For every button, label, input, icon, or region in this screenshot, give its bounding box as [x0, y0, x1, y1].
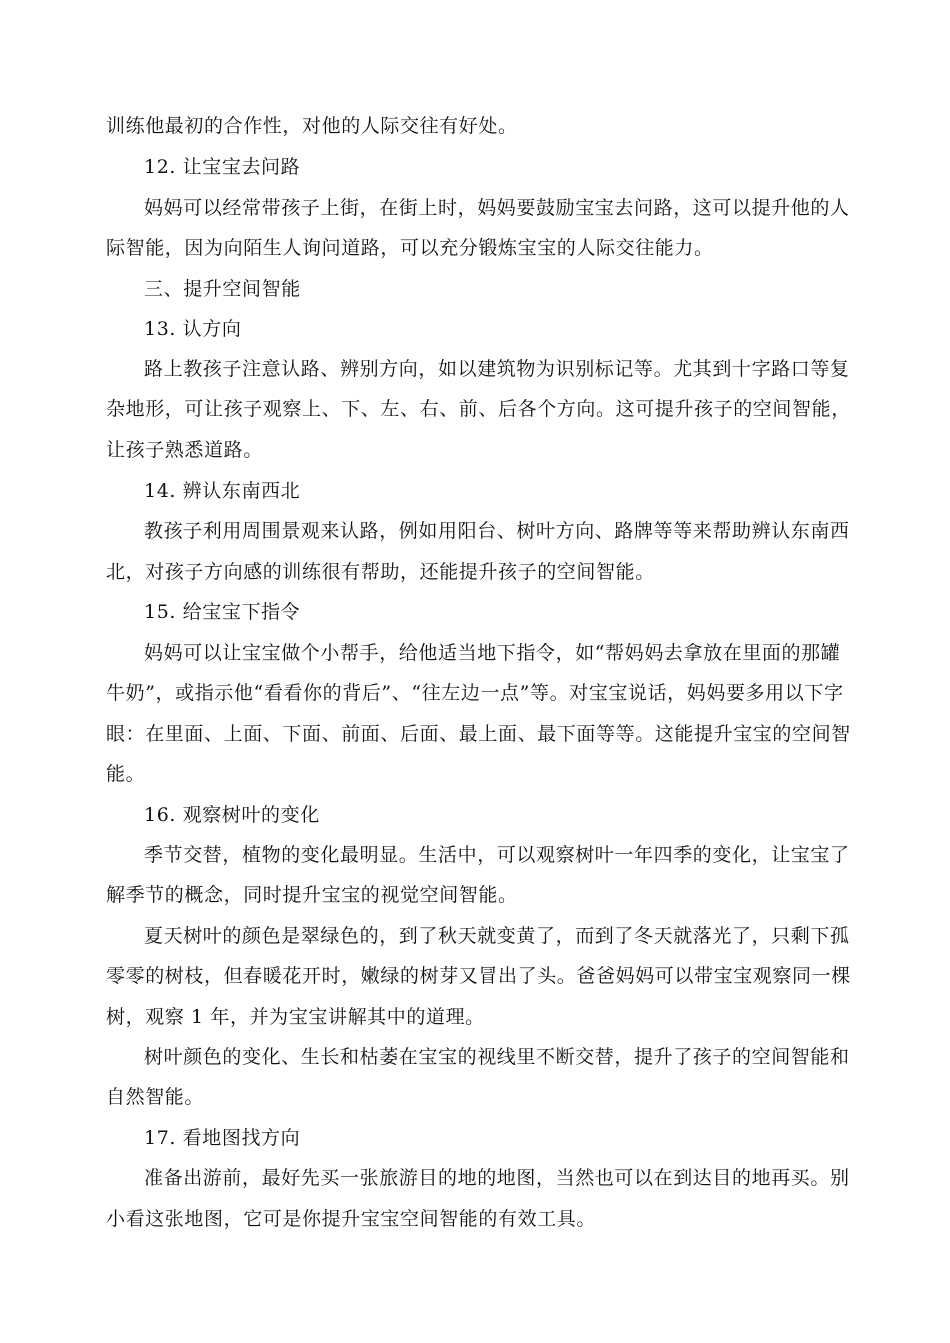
paragraph-line: 小看这张地图，它可是你提升宝宝空间智能的有效工具。 [106, 1208, 597, 1230]
paragraph-line: 杂地形，可让孩子观察上、下、左、右、前、后各个方向。这可提升孩子的空间智能， [106, 398, 851, 420]
section-heading: 17. 看地图找方向 [144, 1127, 301, 1149]
paragraph-line: 夏天树叶的颜色是翠绿色的，到了秋天就变黄了，而到了冬天就落光了，只剩下孤 [144, 925, 850, 947]
paragraph-line: 零零的树枝，但春暖花开时，嫩绿的树芽又冒出了头。爸爸妈妈可以带宝宝观察同一棵 [106, 965, 851, 987]
paragraph-line: 让孩子熟悉道路。 [106, 439, 263, 461]
section-heading: 12. 让宝宝去问路 [144, 156, 301, 178]
paragraph-line: 眼：在里面、上面、下面、前面、后面、最上面、最下面等等。这能提升宝宝的空间智 [106, 723, 851, 745]
paragraph-line: 教孩子利用周围景观来认路，例如用阳台、树叶方向、路牌等等来帮助辨认东南西 [144, 520, 850, 542]
paragraph-line: 解季节的概念，同时提升宝宝的视觉空间智能。 [106, 884, 518, 906]
section-heading: 15. 给宝宝下指令 [144, 601, 301, 623]
paragraph-line: 际智能，因为向陌生人询问道路，可以充分锻炼宝宝的人际交往能力。 [106, 237, 714, 259]
section-heading: 14. 辨认东南西北 [144, 480, 301, 502]
paragraph-line: 牛奶”，或指示他“看看你的背后”、“往左边一点”等。对宝宝说话，妈妈要多用以下字 [106, 682, 844, 704]
section-heading: 13. 认方向 [144, 318, 242, 340]
paragraph-line: 树叶颜色的变化、生长和枯萎在宝宝的视线里不断交替，提升了孩子的空间智能和 [144, 1046, 850, 1068]
paragraph-line: 北，对孩子方向感的训练很有帮助，还能提升孩子的空间智能。 [106, 561, 655, 583]
paragraph-line: 训练他最初的合作性，对他的人际交往有好处。 [106, 115, 518, 137]
paragraph-line: 妈妈可以让宝宝做个小帮手，给他适当地下指令，如“帮妈妈去拿放在里面的那罐 [144, 642, 841, 664]
paragraph-line: 季节交替，植物的变化最明显。生活中，可以观察树叶一年四季的变化，让宝宝了 [144, 844, 850, 866]
paragraph-line: 准备出游前，最好先买一张旅游目的地的地图，当然也可以在到达目的地再买。别 [144, 1167, 850, 1189]
paragraph-line: 自然智能。 [106, 1086, 205, 1108]
section-heading: 16. 观察树叶的变化 [144, 804, 320, 826]
chapter-heading: 三、提升空间智能 [144, 278, 301, 300]
paragraph-line: 树，观察 1 年，并为宝宝讲解其中的道理。 [106, 1006, 485, 1028]
paragraph-line: 能。 [106, 763, 146, 785]
paragraph-line: 路上教孩子注意认路、辨别方向，如以建筑物为识别标记等。尤其到十字路口等复 [144, 358, 850, 380]
paragraph-line: 妈妈可以经常带孩子上街，在街上时，妈妈要鼓励宝宝去问路，这可以提升他的人 [144, 197, 850, 219]
